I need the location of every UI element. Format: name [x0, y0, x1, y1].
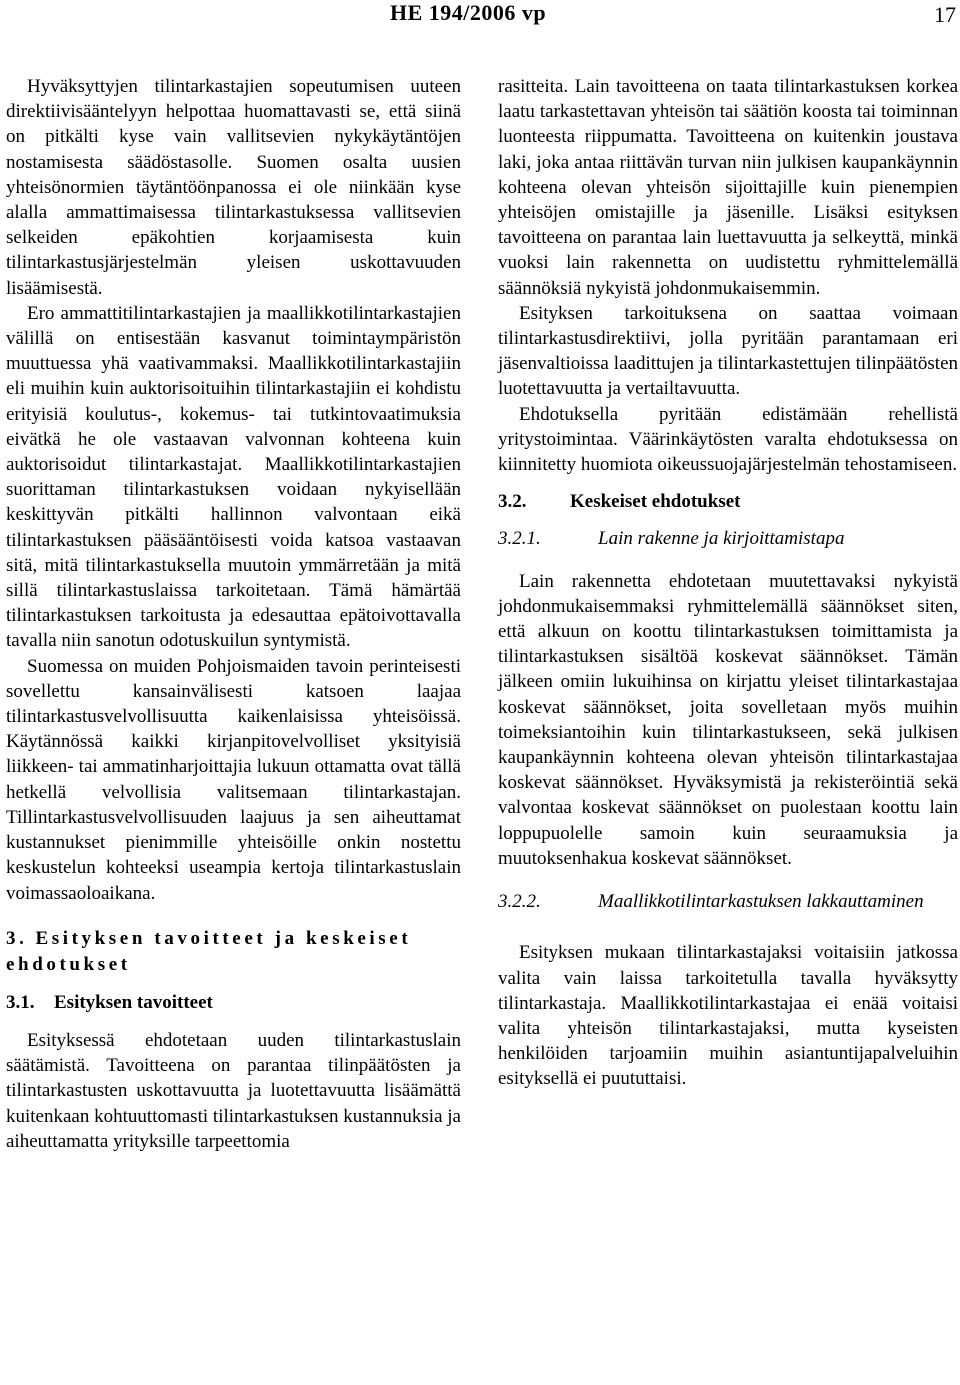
paragraph: Suomessa on muiden Pohjoismaiden tavoin perinteisesti sovellettu kansainvälisesti katsoen laajaa tilintarkastusvelvollisuutta kaikenlaisissa yhteisöissä. Käytännössä kaikki kirjanpitovelvolliset yksityisiä liikkeen- tai ammatinharjoittajia lukuun ottamatta ovat tällä hetkellä velvollisia valitsemaan tilintarkastajan. Tillintarkastusvelvollisuuden laajuus ja sen aiheuttamat kustannukset pienimmille yhteisöille onkin nostettu keskustelun kohteeksi useampia kertoja tilintarkastuslain voimassaoloaikana.: [6, 655, 461, 904]
subsection-heading: [6, 990, 461, 1015]
paragraph: Lain rakennetta ehdotetaan muutettavaksi nykyistä johdonmukaisemmaksi ryhmittelemällä säännökset siten, että alkuun on koottu tilintarkastuksen toimittamista ja tilintarkastuksen sisältöä koskevat säännökset. Tämän jälkeen omiin lukuihinsa on kirjattu yleiset tilintarkastajaa koskevat säännökset, joita sovelletaan myös muihin toimeksiantoihin kuin tilintarkastukseen, sekä julkisen kaupankäynnin kohteena olevan yhteisön tilintarkastajaa koskevat säännökset. Hyväksymistä ja rekisteröintiä sekä valvontaa koskevat säännökset on puolestaan koottu lain loppupuolelle samoin kuin seuraamuksia ja muutoksenhakua koskevat säännökset.: [498, 570, 958, 869]
paragraph: Esityksen mukaan tilintarkastajaksi voitaisiin jatkossa valita vain laissa tarkoitetulla tavalla hyväksytty tilintarkastaja. Maallikkotilintarkastajaa ei enää voitaisi valita yhteisön tilintarkastajaksi, mutta kyseisten henkilöiden tarjoamiin muihin asiantuntijapalveluihin esityksellä ei puututtaisi.: [498, 942, 958, 1090]
paragraph: rasitteita. Lain tavoitteena on taata tilintarkastuksen korkea laatu tarkastettavan yhteisön tai säätiön koosta tai toiminnan luonteesta riippumatta. Tavoitteena on kuitenkin joustava laki, joka antaa riittävän turvan niin julkisen kaupankäynnin kohteena olevan yhteisön sijoittajille kuin pienempien yhteisöjen omistajille ja jäsenille. Lisäksi esityksen tavoitteena on parantaa lain luettavuutta ja selkeyttä, minkä vuoksi lain rakennetta on uudistettu ryhmittelemällä säännöksiä nykyistä johdonmukaisemmin.: [498, 76, 958, 299]
subsubsection-number: 3.2.2.: [498, 891, 541, 913]
document-id: HE 194/2006 vp: [390, 0, 547, 25]
page-header: [0, 0, 960, 30]
subsection-title: Keskeiset ehdotukset: [570, 491, 741, 513]
left-column: [6, 74, 461, 1154]
subsubsection-title: Lain rakenne ja kirjoittamistapa: [598, 528, 845, 550]
subsection-title: Esityksen tavoitteet: [54, 991, 213, 1013]
section-heading: [6, 926, 461, 978]
right-column: [498, 74, 958, 1092]
paragraph: Esityksessä ehdotetaan uuden tilintarkastuslain säätämistä. Tavoitteena on parantaa tilinpäätösten ja tilintarkastusten uskottavuutta ja luotettavuutta lisäämättä kuitenkaan kohtuuttomasti tilintarkastuksen kustannuksia ja aiheuttamatta yrityksille tarpeettomia: [6, 1029, 461, 1152]
subsection-number: 3.2.: [498, 491, 527, 513]
subsubsection-heading: [498, 889, 958, 914]
paragraph: Esityksen tarkoituksena on saattaa voimaan tilintarkastusdirektiivi, jolla pyritään parantamaan eri jäsenvaltioissa laadittujen ja tilintarkastettujen tilinpäätösten luotettavuutta ja vertailtavuutta.: [498, 302, 958, 400]
subsection-number: 3.1.: [6, 991, 35, 1013]
paragraph: Ero ammattitilintarkastajien ja maallikkotilintarkastajien välillä on entisestään kasvanut toimintaympäristön muuttuessa yhä vaativammaksi. Maallikkotilintarkastajiin eli muihin kuin auktorisoituihin tilintarkastajiin ei kohdistu erityisiä koulutus-, kokemus- tai tutkintovaatimuksia eivätkä he ole vastaavan valvonnan kohteena kuin auktorisoidut tilintarkastajat. Maallikkotilintarkastajien suorittaman tilintarkastuksen voidaan nykyisellään keskittyvän pitkälti hallinnon valvontaan eikä tilintarkastuksen pääsääntöisesti voida katsoa vastaavan sitä, mitä tilintarkastuksella muutoin ymmärretään ja mitä sillä tilintarkastuslaissa tarkoitetaan. Tämä hämärtää tilintarkastuksen tarkoitusta ja edesauttaa epätoivottavalla tavalla niin sanotun odotuskuilun syntymistä.: [6, 302, 461, 652]
paragraph: Ehdotuksella pyritään edistämään rehellistä yritystoimintaa. Väärinkäytösten varalta ehdotuksessa on kiinnitetty huomiota oikeussuojajärjestelmän tehostamiseen.: [498, 403, 958, 476]
page-number: 17: [934, 2, 956, 27]
section-number: 3.: [6, 927, 28, 949]
paragraph: Hyväksyttyjen tilintarkastajien sopeutumisen uuteen direktiivisääntelyyn helpottaa huomattavasti se, että siinä on pitkälti kyse vain vallitsevien nykykäytäntöjen nostamisesta säädöstasolle. Suomen osalta uusien yhteisönormien täytäntöönpanossa ei ole niinkään kyse alalla ammattimaisessa tilintarkastuksessa vallitsevien selkeiden epäkohtien korjaamisesta kuin tilintarkastusjärjestelmän yleisen uskottavuuden lisäämisestä.: [6, 76, 461, 299]
subsubsection-title: Maallikkotilintarkastuksen lakkauttaminen: [598, 891, 924, 913]
subsubsection-number: 3.2.1.: [498, 528, 541, 550]
subsection-heading: [498, 489, 958, 514]
subsubsection-heading: [498, 526, 958, 551]
section-title: Esityksen tavoitteet ja keskeiset ehdotukset: [6, 927, 412, 975]
